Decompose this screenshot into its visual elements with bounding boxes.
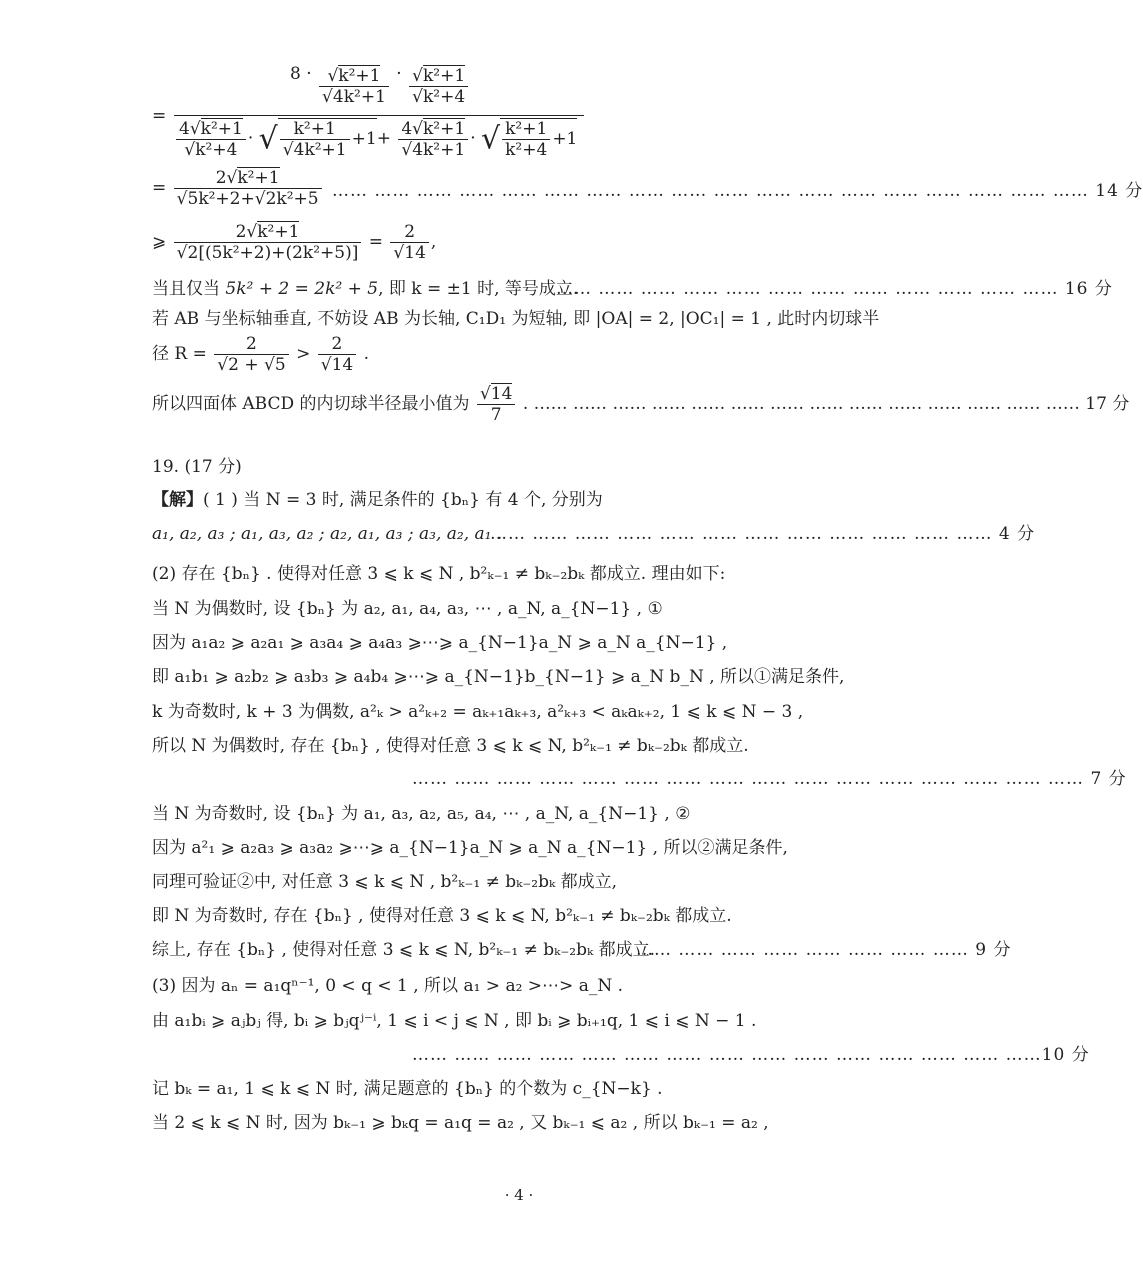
q19-p3-line4: 当 2 ⩽ k ⩽ N 时, 因为 bₖ₋₁ ⩾ bₖq = a₁q = a₂ , 又 bₖ₋₁ ⩽ a₂ , 所以 bₖ₋₁ = a₂ , (152, 1113, 769, 1133)
score-9: …… …… …… …… …… …… …… …… 9 分 (636, 940, 1012, 960)
score-4: …… …… …… …… …… …… …… …… …… …… …… …… 4 分 (490, 524, 1036, 544)
eq1-lead: = (152, 106, 167, 126)
q19-p2-line10: 即 N 为奇数时, 存在 {bₙ} , 使得对任意 3 ⩽ k ⩽ N, b²ₖ₋₁ ≠ bₖ₋₂bₖ 都成立. (152, 906, 732, 926)
formula-eq1 (152, 66, 592, 168)
q19-p2-line9: 同理可验证②中, 对任意 3 ⩽ k ⩽ N , b²ₖ₋₁ ≠ bₖ₋₂bₖ 都成立, (152, 872, 618, 892)
page-number: · 4 · (504, 1186, 534, 1204)
q19-p3-line2: 由 a₁bᵢ ⩾ aⱼbⱼ 得, bᵢ ⩾ bⱼqʲ⁻ⁱ, 1 ⩽ i < j ⩽ N , 即 bᵢ ⩾ bᵢ₊₁q, 1 ⩽ i ⩽ N − 1 . (152, 1011, 757, 1031)
score-7: …… …… …… …… …… …… …… …… …… …… …… …… …… …… …… …… 7 分 (412, 769, 1127, 789)
score-14: …… …… …… …… …… …… …… …… …… …… …… …… …… …… …… …… …… …… 14 分 (332, 181, 1143, 201)
q19-p2-line3: 因为 a₁a₂ ⩾ a₂a₁ ⩾ a₃a₄ ⩾ a₄a₃ ⩾⋯⩾ a_{N−1}a_N ⩾ a_N a_{N−1} , (152, 633, 728, 653)
line-equality: 当且仅当 5k² + 2 = 2k² + 5, 即 k = ±1 时, 等号成立. (152, 279, 579, 299)
q19-p2-line2: 当 N 为偶数时, 设 {bₙ} 为 a₂, a₁, a₄, a₃, ⋯ , a_N, a_{N−1} , ① (152, 599, 663, 619)
line-radius-R: 径 R = $\frac{2}{√2 + √5}$ > $\frac{2}{√14}$ . (152, 334, 370, 375)
eq1-main-bar (174, 115, 584, 116)
question-19-heading: 19. (17 分) (152, 457, 242, 477)
q19-p2-line4: 即 a₁b₁ ⩾ a₂b₂ ⩾ a₃b₃ ⩾ a₄b₄ ⩾⋯⩾ a_{N−1}b_{N−1} ⩾ a_N b_N , 所以①满足条件, (152, 667, 845, 687)
q19-p2-line5: k 为奇数时, k + 3 为偶数, a²ₖ > a²ₖ₊₂ = aₖ₊₁aₖ₊₃, a²ₖ₊₃ < aₖaₖ₊₂, 1 ⩽ k ⩽ N − 3 , (152, 702, 804, 722)
q19-p2-line7: 当 N 为奇数时, 设 {bₙ} 为 a₁, a₃, a₂, a₅, a₄, ⋯ , a_N, a_{N−1} , ② (152, 804, 691, 824)
q19-p2-line6: 所以 N 为偶数时, 存在 {bₙ} , 使得对任意 3 ⩽ k ⩽ N, b²ₖ₋₁ ≠ bₖ₋₂bₖ 都成立. (152, 736, 749, 756)
q19-p2-line1: (2) 存在 {bₙ} . 使得对任意 3 ⩽ k ⩽ N , b²ₖ₋₁ ≠ bₖ₋₂bₖ 都成立. 理由如下: (152, 564, 726, 584)
q19-p3-line1: (3) 因为 aₙ = a₁qⁿ⁻¹, 0 < q < 1 , 所以 a₁ > a₂ >⋯> a_N . (152, 976, 624, 996)
q19-p2-line11: 综上, 存在 {bₙ} , 使得对任意 3 ⩽ k ⩽ N, b²ₖ₋₁ ≠ bₖ₋₂bₖ 都成立. (152, 940, 656, 960)
score-10: …… …… …… …… …… …… …… …… …… …… …… …… …… …… ……10 分 (412, 1045, 1090, 1065)
eq1-numerator: 8 · $\frac{\text{√k²+1}}{\text{√4k²+1}}$ · $\frac{\text{√k²+1}}{\text{√k²+4}}$ (290, 66, 470, 107)
eq1-denominator: $\frac{\text{4√k²+1}}{\text{√k²+4}}$ · √ $\frac{\text{k²+1}}{\text{√4k²+1}}$ +1+ $\frac{\text{4√k²+1}}{\text{√4k²+1}}$ · √ $\frac{\text{k²+1}}{\text{k²+4}}$ +1 (174, 118, 577, 160)
line-ab-axis: 若 AB 与坐标轴垂直, 不妨设 AB 为长轴, C₁D₁ 为短轴, 即 |OA| = 2, |OC₁| = 1 , 此时内切球半 (152, 309, 880, 329)
q19-part1-list: a₁, a₂, a₃ ; a₁, a₃, a₂ ; a₂, a₁, a₃ ; a₃, a₂, a₁ . (152, 524, 503, 544)
formula-eq2: = $\frac{\text{2√k²+1}}{\text{√5k²+2+√2k²+5}}$ (152, 168, 324, 209)
formula-eq3: ⩾ $\frac{\text{2√k²+1}}{\text{√2[(5k²+2)+(2k²+5)]}}$ = $\frac{2}{√14}$ , (152, 222, 437, 263)
q19-p2-line8: 因为 a²₁ ⩾ a₂a₃ ⩾ a₃a₂ ⩾⋯⩾ a_{N−1}a_N ⩾ a_N a_{N−1} , 所以②满足条件, (152, 838, 788, 858)
line-min-radius: 所以四面体 ABCD 的内切球半径最小值为 $\frac{√14}{7}$ . …… …… …… …… …… …… …… …… …… …… …… …… …… …… 17 分 (152, 384, 1130, 425)
q19-p3-line3: 记 bₖ = a₁, 1 ⩽ k ⩽ N 时, 满足题意的 {bₙ} 的个数为 c_{N−k} . (152, 1079, 663, 1099)
score-16: …… …… …… …… …… …… …… …… …… …… …… …… 16 分 (556, 279, 1113, 299)
q19-part1: 【解】( 1 ) 当 N = 3 时, 满足条件的 {bₙ} 有 4 个, 分别为 (152, 490, 603, 510)
